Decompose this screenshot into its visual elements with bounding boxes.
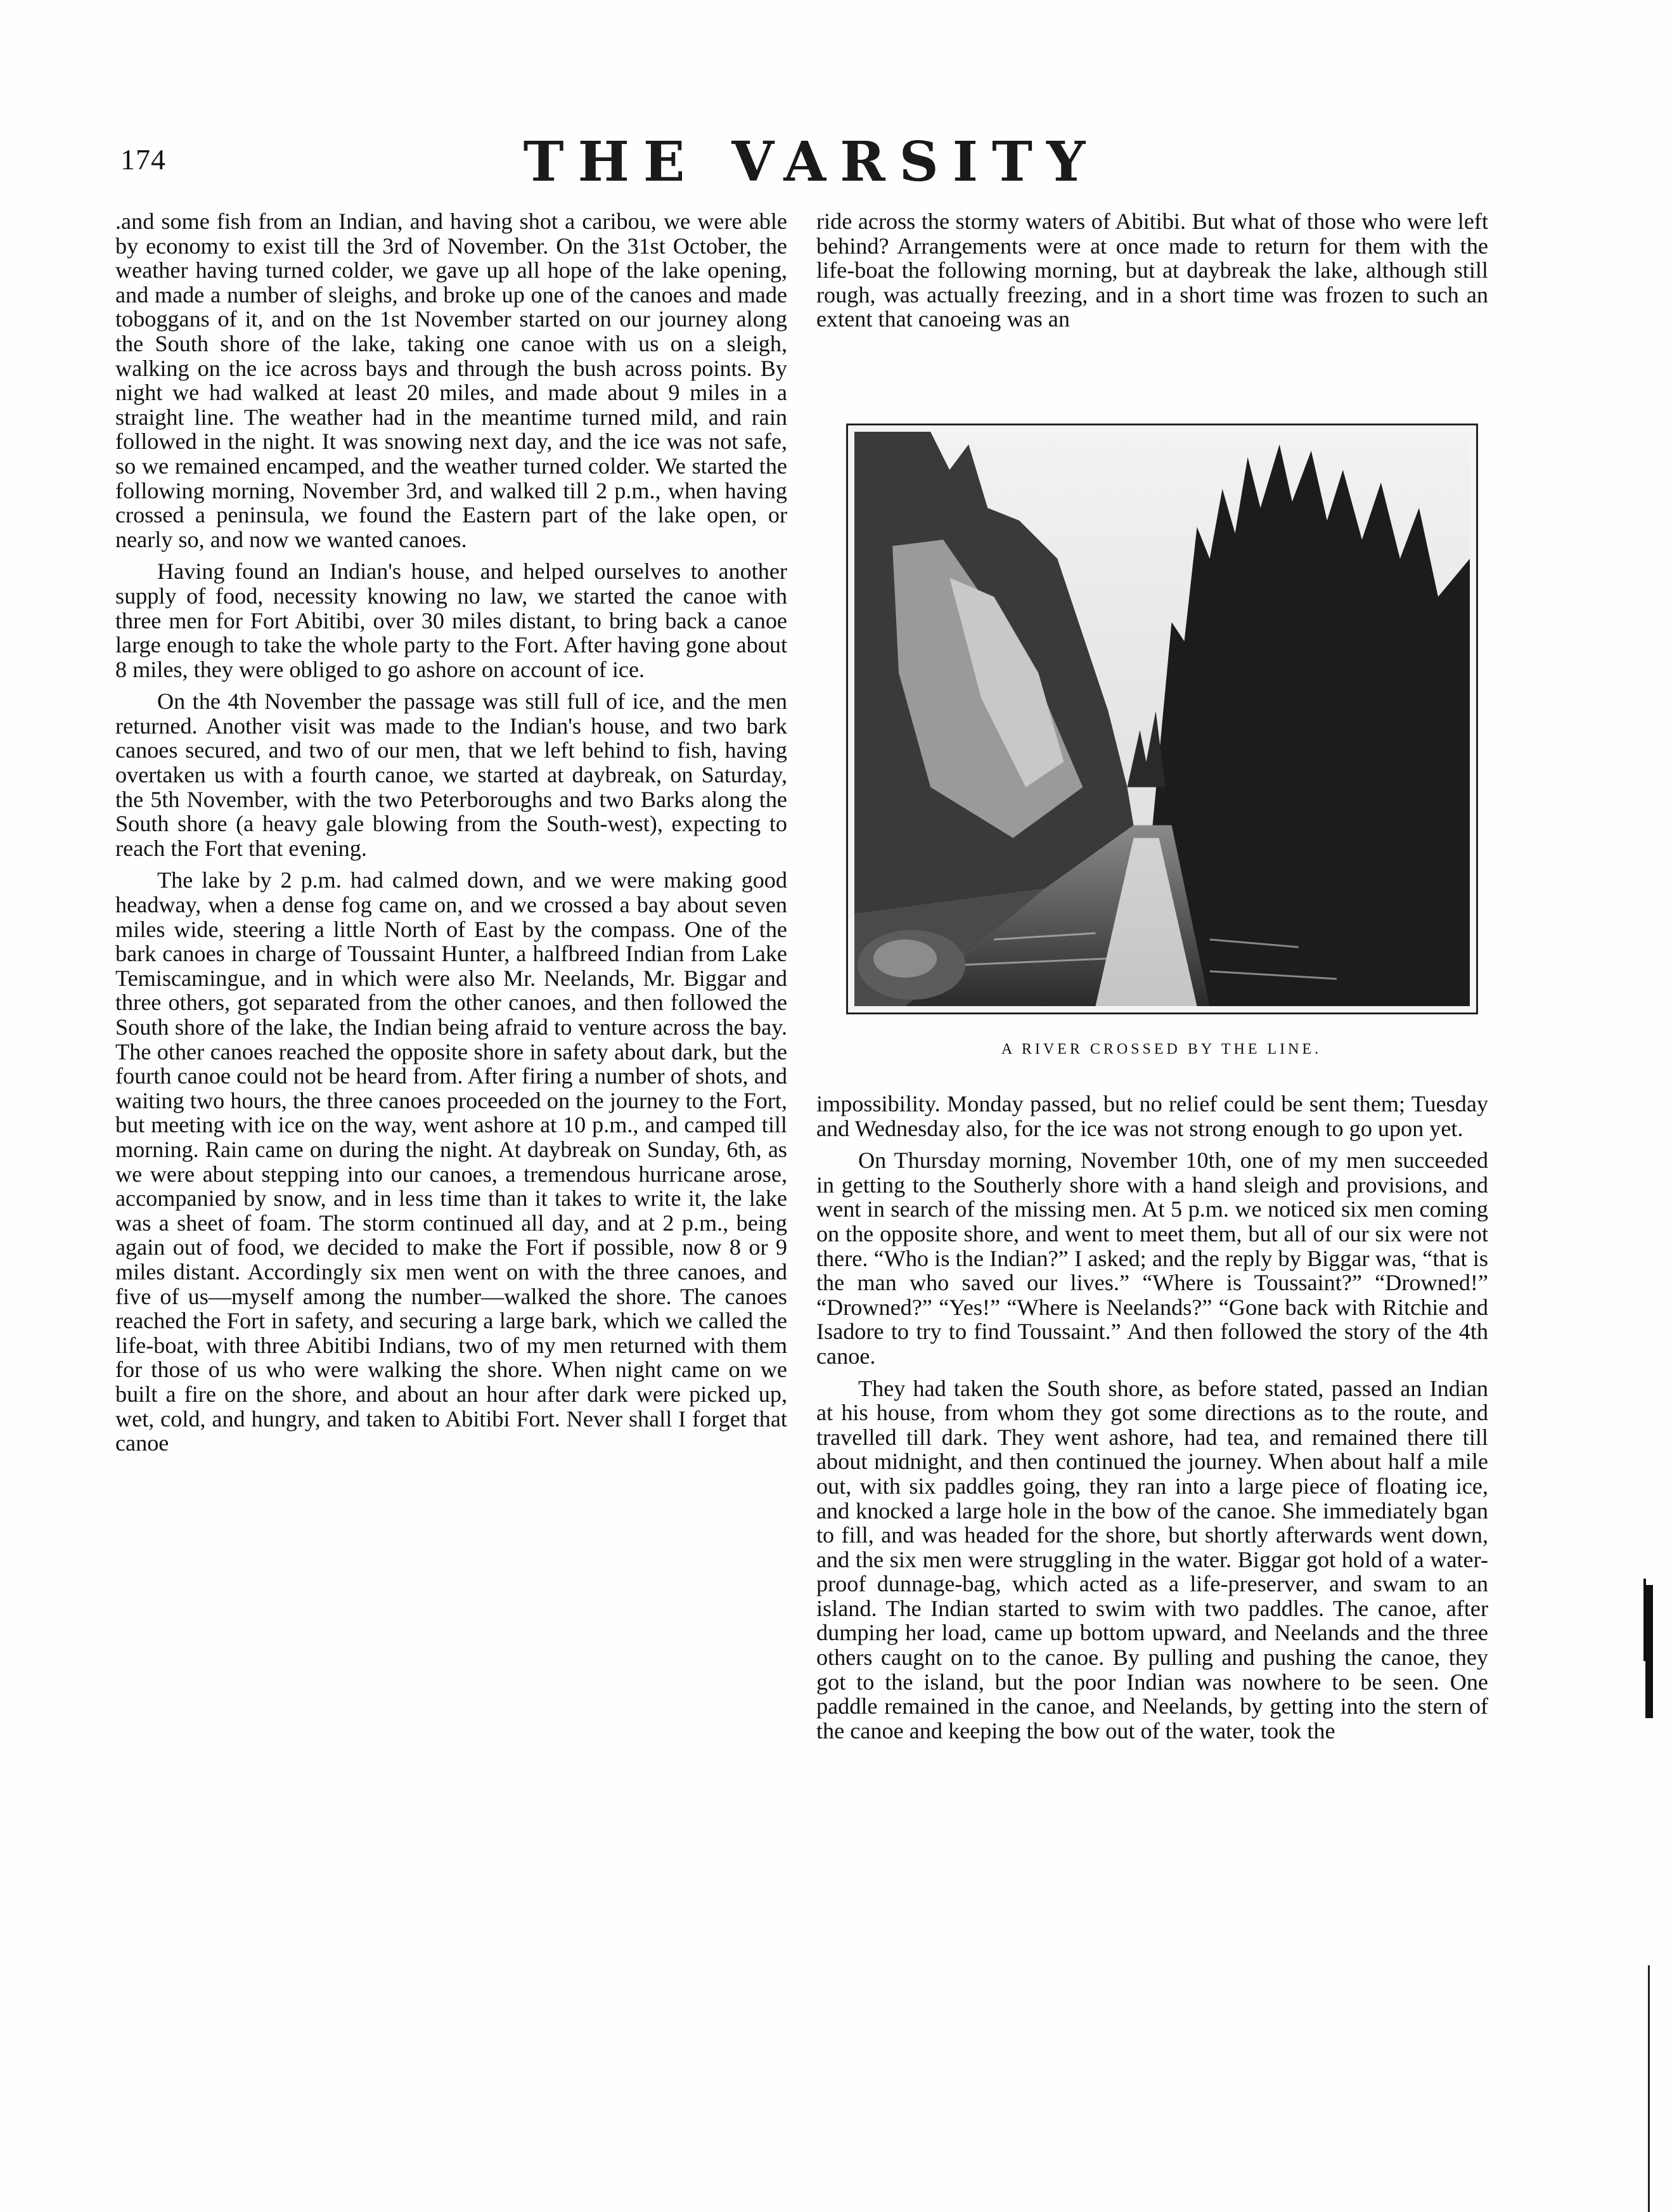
right-column-top <box>816 209 1488 332</box>
paragraph: The lake by 2 p.m. had calmed down, and we were making good headway, when a dense fog came on, and we crossed a bay about seven miles wide, steering a little North of East by the compass. One of the bark canoes in charge of Toussaint Hunter, a halfbreed Indian from Lake Temiscamingue, and in which were also Mr. Neelands, Mr. Biggar and three others, got separated from the other canoes, and then followed the South shore of the lake, the Indian being afraid to venture across the bay. The other canoes reached the opposite shore in safety about dark, but the fourth canoe could not be heard from. After firing a number of shots, and waiting two hours, the three canoes proceeded on the journey to the Fort, but meeting with ice on the way, went ashore at 10 p.m., and camped till morning. Rain came on during the night. At daybreak on Sunday, 6th, as we were about stepping into our canoes, a tremendous hurricane arose, accompanied by snow, and in less time than it takes to write it, the lake was a sheet of foam. The storm continued all day, and at 2 p.m., being again out of food, we decided to make the Fort if possible, now 8 or 9 miles distant. Accordingly six men went on with the three canoes, and five of us—myself among the number—walked the shore. The canoes reached the Fort in safety, and securing a large bark, which we called the life-boat, with three Abitibi Indians, two of my men returned with them for those of us who were walking the shore. When night came on we built a fire on the shore, and about an hour after dark were picked up, wet, cold, and hungry, and taken to Abitibi Fort. Never shall I forget that canoe <box>115 867 787 1456</box>
page-edge-line <box>1648 1965 1650 2212</box>
river-photograph <box>846 424 1478 1014</box>
left-column <box>115 209 787 1456</box>
figure-caption: A RIVER CROSSED BY THE LINE. <box>1001 1041 1322 1057</box>
paragraph: They had taken the South shore, as before stated, passed an Indian at his house, from whom they got some directions as to the route, and travelled till dark. They went ashore, had tea, and remained there till about midnight, and then continued the journey. When about half a mile out, with six paddles going, they ran into a large piece of floating ice, and knocked a large hole in the bow of the canoe. She immediately bgan to fill, and was headed for the shore, but shortly afterwards went down, and the six men were struggling in the water. Biggar got hold of a water-proof dunnage-bag, which acted as a life-preserver, and swam to an island. The Indian started to swim with two paddles. The canoe, after dumping her load, came up bottom upward, and Neelands and the three others caught on to the canoe. By pulling and pushing the canoe, they got to the island, but the poor Indian was nowhere to be seen. One paddle remained in the canoe, and Neelands, by getting into the stern of the canoe and keeping the bow out of the water, took the <box>816 1375 1488 1743</box>
page-number: 174 <box>120 143 166 176</box>
river-photo-illustration <box>854 432 1470 1006</box>
masthead-title: THE VARSITY <box>523 130 1100 194</box>
paragraph: On the 4th November the passage was still full of ice, and the men returned. Another visit was made to the Indian's house, and two bark canoes secured, and two of our men, that we left behind to fish, having overtaken us with a fourth canoe, we started at daybreak, on Saturday, the 5th November, with the two Peterboroughs and two Barks along the South shore (a heavy gale blowing from the South-west), expecting to reach the Fort that evening. <box>115 689 787 861</box>
paragraph: .and some fish from an Indian, and having shot a caribou, we were able by economy to exist till the 3rd of November. On the 31st October, the weather having turned colder, we gave up all hope of the lake opening, and made a number of sleighs, and broke up one of the canoes and made toboggans of it, and on the 1st November started on our journey along the South shore of the lake, taking one canoe with us on a sleigh, walking on the ice across bays and through the bush across points. By night we had walked at least 20 miles, and made about 9 miles in a straight line. The weather had in the meantime turned mild, and rain followed in the night. It was snowing next day, and the ice was not safe, so we remained encamped, and the weather turned colder. We started the following morning, November 3rd, and walked till 2 p.m., when having crossed a peninsula, we found the Eastern part of the lake open, or nearly so, and now we wanted canoes. <box>115 209 787 552</box>
paragraph: ride across the stormy waters of Abitibi. But what of those who were left behind? Arrangements were at once made to return for them with the life-boat the following morning, but at daybreak the lake, although still rough, was actually freezing, and in a short time was frozen to such an extent that canoeing was an <box>816 209 1488 332</box>
margin-ink-mark <box>1643 1579 1646 1661</box>
right-column-bottom <box>816 1092 1488 1743</box>
paragraph: impossibility. Monday passed, but no relief could be sent them; Tuesday and Wednesday also, for the ice was not strong enough to go upon yet. <box>816 1091 1488 1141</box>
margin-ink-mark <box>1645 1585 1653 1718</box>
paragraph: On Thursday morning, November 10th, one of my men succeeded in getting to the Southerly shore with a hand sleigh and provisions, and went in search of the missing men. At 5 p.m. we noticed six men coming on the opposite shore, and went to meet them, but all of our six were not there. “Who is the Indian?” I asked; and the reply by Biggar was, “that is the man who saved our lives.” “Where is Toussaint?” “Drowned!” “Drowned?” “Yes!” “Where is Neelands?” “Gone back with Ritchie and Isadore to try to find Toussaint.” And then followed the story of the 4th canoe. <box>816 1148 1488 1369</box>
paragraph: Having found an Indian's house, and helped ourselves to another supply of food, necessity knowing no law, we started the canoe with three men for Fort Abitibi, over 30 miles distant, to bring back a canoe large enough to take the whole party to the Fort. After having gone about 8 miles, they were obliged to go ashore on account of ice. <box>115 559 787 682</box>
